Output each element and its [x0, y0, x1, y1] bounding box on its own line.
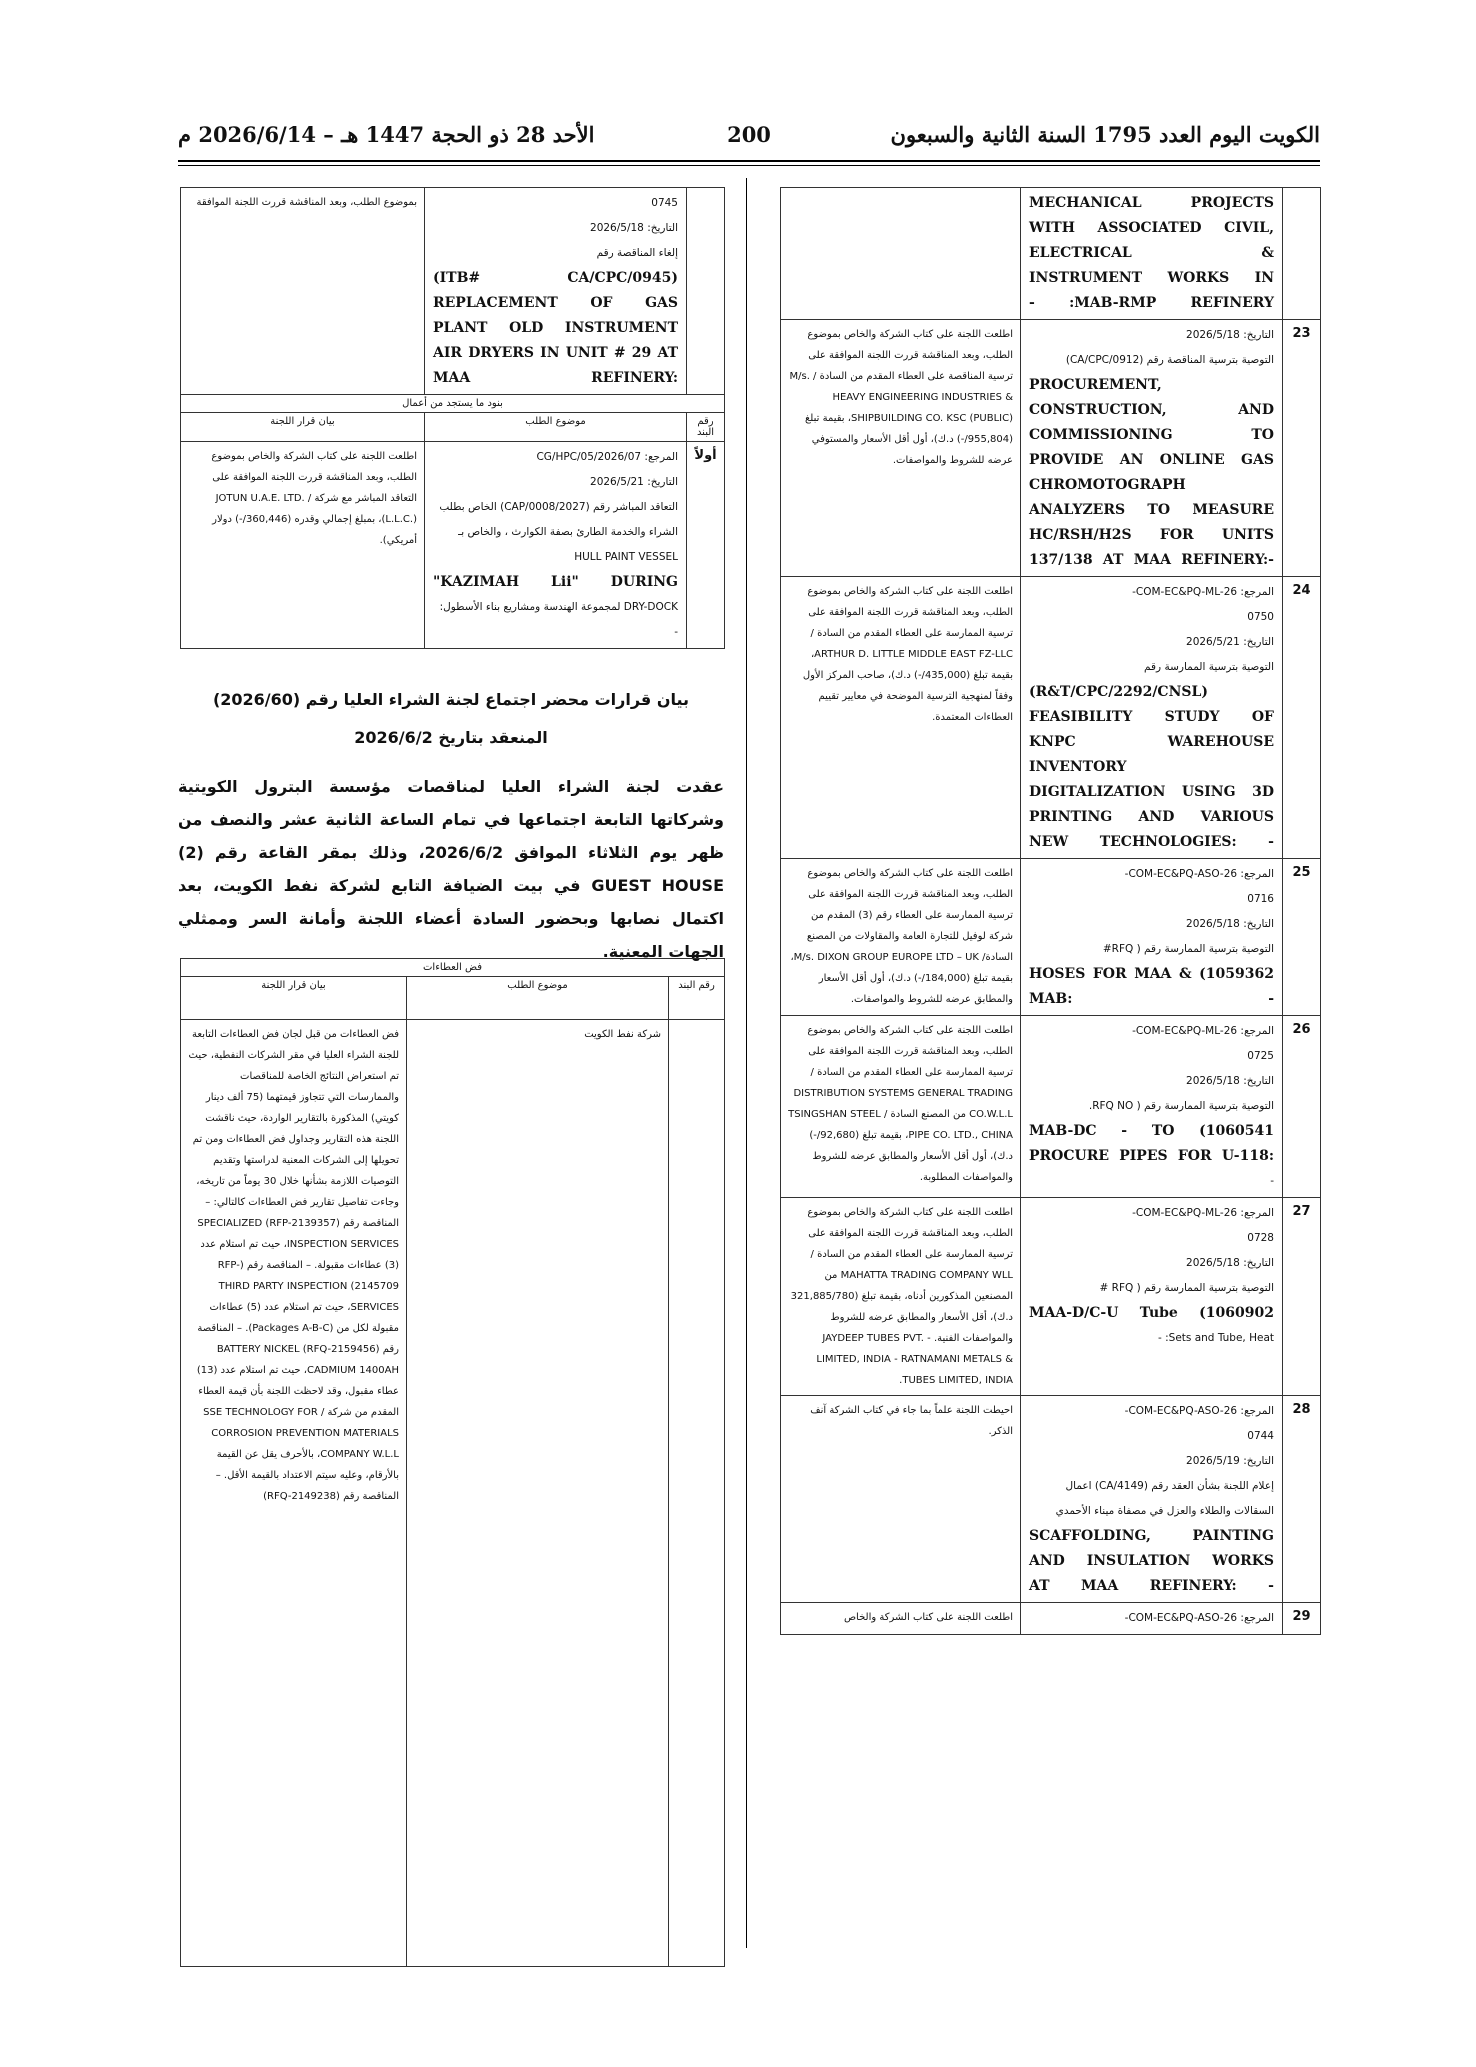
subject-line: NEW TECHNOLOGIES: - [1029, 834, 1274, 850]
subject-line: PLANT OLD INSTRUMENT [433, 320, 678, 336]
table-row [781, 859, 1321, 1016]
subject-line: MAA-D/C-U Tube (1060902 [1029, 1305, 1274, 1321]
request-subject: شركة نفط الكويت [407, 1020, 669, 1967]
subject-line: المرجع: COM-EC&PQ-ASO-26- [1124, 868, 1274, 880]
subject-line: التاريخ: 2026/5/19 [1186, 1455, 1274, 1467]
subject-line: CHROMOTOGRAPH [1029, 477, 1186, 493]
section-title: بنود ما يستجد من أعمال [181, 395, 725, 413]
header-item-number: رقم البند [687, 413, 725, 442]
bid-opening-table [180, 958, 725, 1967]
subject-line: التاريخ: 2026/5/21 [590, 476, 678, 488]
page-number: 200 [727, 122, 771, 147]
subject-line: "KAZIMAH Lii" DURING [433, 574, 678, 590]
committee-decision: اطلعت اللجنة على كتاب الشركة والخاص بموضوع الطلب، وبعد المناقشة قررت اللجنة الموافقة على ترسية الممارسة على العطاء رقم (3) المقدم من شركة لوفيل للتجارة العامة والمقاولات من المصنع السادة/ M/s. DIXON GROUP EUROPE LTD – UK، بقيمة تبلغ (184,000/-) د.ك)، أول أقل الأسعار والمطابق عرضه للشروط والمواصفات. [781, 859, 1021, 1016]
meeting-title: بيان قرارات محضر اجتماع لجنة الشراء العليا رقم (2026/60) [212, 690, 690, 709]
committee-decision: اطلعت اللجنة على كتاب الشركة والخاص بموضوع الطلب، وبعد المناقشة قررت اللجنة الموافقة على ترسية الممارسة على العطاء المقدم من السادة / MAHATTA TRADING COMPANY WLL من المصنعين المذكورين أدناه، بقيمة تبلغ (321,885/780 د.ك)، أقل الأسعار والمطابق عرضه للشروط والمواصفات الفنية. - JAYDEEP TUBES PVT. LIMITED, INDIA - RATNAMANI METALS & TUBES LIMITED, INDIA. [781, 1198, 1021, 1396]
caption-row [181, 959, 725, 977]
row-number [1283, 188, 1321, 320]
subject-line: INVENTORY [1029, 759, 1127, 775]
subject-line: إعلام اللجنة بشأن العقد رقم (CA/4149) اعمال السقالات والطلاء والعزل في مصفاة ميناء الأحمدي [1055, 1480, 1274, 1517]
request-subject [1021, 859, 1283, 1016]
subject-line: MECHANICAL PROJECTS [1029, 195, 1274, 211]
table-row [181, 188, 725, 395]
column-divider [746, 178, 747, 1948]
subject-line: PROVIDE AN ONLINE GAS [1029, 452, 1274, 468]
subject-line: 0750 [1247, 611, 1274, 623]
subject-line: HC/RSH/H2S FOR UNITS [1029, 527, 1274, 543]
subject-line: 0716 [1247, 893, 1274, 905]
header-row [181, 413, 725, 442]
subject-line: التوصية بترسية الممارسة رقم ( RFQ NO. [1088, 1100, 1274, 1112]
subject-line: التاريخ: 2026/5/18 [1186, 1257, 1274, 1269]
subject-line: التاريخ: 2026/5/18 [590, 222, 678, 234]
subject-line: MAA REFINERY: [433, 370, 678, 386]
subject-line: التاريخ: 2026/5/18 [1186, 918, 1274, 930]
table-row [181, 442, 725, 649]
header-rule [178, 160, 1320, 162]
request-subject [1021, 577, 1283, 859]
subject-line: المرجع: COM-EC&PQ-ML-26- [1132, 586, 1274, 598]
subject-line: WITH ASSOCIATED CIVIL, [1029, 220, 1274, 236]
subject-line: INSTRUMENT WORKS IN [1029, 270, 1274, 286]
subject-line: التوصية بترسية الممارسة رقم ( RFQ# [1102, 943, 1274, 955]
header-decision: بيان قرار اللجنة [181, 413, 425, 442]
row-number: 24 [1283, 577, 1321, 859]
committee-decision: اطلعت اللجنة على كتاب الشركة والخاص بموضوع الطلب، وبعد المناقشة قررت اللجنة الموافقة على ترسية الممارسة على العطاء المقدم من السادة / ARTHUR D. LITTLE MIDDLE EAST FZ-LLC، بقيمة تبلغ (435,000/-) د.ك)، صاحب المركز الأول وفقاً لمنهجية الترسية الموضحة في معايير تقييم العطاءات المعتمدة. [781, 577, 1021, 859]
subject-line: ANALYZERS TO MEASURE [1029, 502, 1274, 518]
table-row [781, 1396, 1321, 1603]
committee-decision: بموضوع الطلب، وبعد المناقشة قررت اللجنة الموافقة [181, 188, 425, 395]
subject-line: 0745 [651, 197, 678, 209]
request-subject [425, 188, 687, 395]
subject-line: التعاقد المباشر رقم (CAP/0008/2027) الخاص بطلب الشراء والخدمة الطارئ بصفة الكوارث ، والخاص بـ HULL PAINT VESSEL [439, 501, 678, 563]
committee-decision: فض العطاءات من قبل لجان فض العطاءات التابعة للجنة الشراء العليا في مقر الشركات النفطية، حيث تم استعراض النتائج الخاصة للمناقصات والممارسات التي تتجاوز قيمتهما (75 ألف دينار كويتي) المذكورة بالتقارير الواردة، حيث ناقشت اللجنة هذه التقارير وجداول فض العطاءات ومن تم تحويلها إلى الشركات المعنية لدراستها وتقديم التوصيات اللازمة بشأنها خلال 30 يوماً من تاريخه، وجاءت تفاصيل تقارير فض العطاءات كالتالي: – المناقصة رقم (RFP-2139357) SPECIALIZED INSPECTION SERVICES، حيث تم استلام عدد (3) عطاءات مقبولة. – المناقصة رقم (RFP-2145709) THIRD PARTY INSPECTION SERVICES، حيث تم استلام عدد (5) عطاءات مقبولة لكل من (Packages A-B-C). – المناقصة رقم (RFQ-2159456) BATTERY NICKEL CADMIUM 1400AH، حيث تم استلام عدد (13) عطاء مقبول، وقد لاحظت اللجنة بأن قيمة العطاء المقدم من شركة / SSE TECHNOLOGY FOR CORROSION PREVENTION MATERIALS COMPANY W.L.L، بالأحرف يقل عن القيمة بالأرقام، وعليه سيتم الاعتداد بالقيمة الأقل. – المناقصة رقم (RFQ-2149238) [181, 1020, 407, 1967]
header-decision: بيان قرار اللجنة [181, 977, 407, 1020]
subject-line: REPLACEMENT OF GAS [433, 295, 678, 311]
subject-line: PROCURE PIPES FOR U-118: [1029, 1148, 1274, 1164]
table-row [781, 320, 1321, 577]
request-subject [1021, 1016, 1283, 1198]
right-decisions-table [780, 187, 1321, 1635]
table-row [781, 577, 1321, 859]
subject-line: إلغاء المناقصة رقم [596, 247, 678, 259]
header-subject: موضوع الطلب [425, 413, 687, 442]
row-number: 25 [1283, 859, 1321, 1016]
row-number: 28 [1283, 1396, 1321, 1603]
row-number: 23 [1283, 320, 1321, 577]
subject-line: المرجع: COM-EC&PQ-ASO-26- [1124, 1612, 1274, 1624]
table-caption: فض العطاءات [181, 959, 725, 977]
row-number: 29 [1283, 1603, 1321, 1635]
subject-line: (R&T/CPC/2292/CNSL) [1029, 684, 1208, 700]
request-subject [1021, 1198, 1283, 1396]
subject-line: Sets and Tube, Heat: - [1158, 1332, 1274, 1344]
subject-line: المرجع: COM-EC&PQ-ML-26- [1132, 1025, 1274, 1037]
subject-line: 137/138 AT MAA REFINERY:- [1029, 552, 1274, 568]
table-row [781, 1603, 1321, 1635]
row-number [669, 1020, 725, 1967]
subject-line: SCAFFOLDING, PAINTING [1029, 1528, 1274, 1544]
subject-line: CONSTRUCTION, AND [1029, 402, 1274, 418]
left-top-table [180, 187, 725, 649]
row-number [687, 188, 725, 395]
subject-line: MAB: - [1029, 991, 1274, 1007]
section-title-row [181, 395, 725, 413]
subject-line: MAB-DC - TO (1060541 [1029, 1123, 1274, 1139]
subject-line: التاريخ: 2026/5/21 [1186, 636, 1274, 648]
subject-line: AND INSULATION WORKS [1029, 1553, 1274, 1569]
page-header [178, 118, 1320, 158]
table-row [781, 188, 1321, 320]
subject-line: COMMISSIONING TO [1029, 427, 1274, 443]
header-row [181, 977, 725, 1020]
subject-line: المرجع: COM-EC&PQ-ASO-26- [1124, 1405, 1274, 1417]
committee-decision [781, 188, 1021, 320]
subject-line: 0725 [1247, 1050, 1274, 1062]
subject-line: المرجع: COM-EC&PQ-ML-26- [1132, 1207, 1274, 1219]
committee-decision: اطلعت اللجنة على كتاب الشركة والخاص بموضوع الطلب، وبعد المناقشة قررت اللجنة الموافقة على ترسية الممارسة على العطاء المقدم من السادة / DISTRIBUTION SYSTEMS GENERAL TRADING CO.W.L.L من المصنع السادة / TSINGSHAN STEEL PIPE CO. LTD., CHINA، بقيمة تبلغ (92,680/-) د.ك)، أول أقل الأسعار والمطابق عرضه للشروط والمواصفات المطلوبة. [781, 1016, 1021, 1198]
subject-line: التاريخ: 2026/5/18 [1186, 1075, 1274, 1087]
committee-decision: اطلعت اللجنة على كتاب الشركة والخاص بموضوع الطلب، وبعد المناقشة قررت اللجنة الموافقة على التعاقد المباشر مع شركة / JOTUN U.A.E. LTD. (L.L.C.)، بمبلغ إجمالي وقدره (360,446/-) دولار أمريكي). [181, 442, 425, 649]
subject-line: AIR DRYERS IN UNIT # 29 AT [433, 345, 678, 361]
subject-line: - :MAB-RMP REFINERY [1029, 295, 1274, 311]
subject-line: التوصية بترسية الممارسة رقم ( RFQ # [1099, 1282, 1274, 1294]
request-subject [1021, 320, 1283, 577]
subject-line: DIGITALIZATION USING 3D [1029, 784, 1274, 800]
subject-line: المرجع: CG/HPC/05/2026/07 [536, 451, 678, 463]
subject-line: التوصية بترسية المناقصة رقم (CA/CPC/0912) [1065, 354, 1274, 366]
committee-decision: اطلعت اللجنة على كتاب الشركة والخاص بموضوع الطلب، وبعد المناقشة قررت اللجنة الموافقة على ترسية المناقصة على العطاء المقدم من السادة / M/s. HEAVY ENGINEERING INDUSTRIES & SHIPBUILDING CO. KSC (PUBLIC)، بقيمة تبلغ (955,804/-) د.ك)، أول أقل الأسعار والمستوفي عرضه للشروط والمواصفات. [781, 320, 1021, 577]
subject-line: التاريخ: 2026/5/18 [1186, 329, 1274, 341]
subject-line: 0728 [1247, 1232, 1274, 1244]
subject-line: ELECTRICAL & [1029, 245, 1274, 261]
request-subject [1021, 1396, 1283, 1603]
meeting-paragraph: عقدت لجنة الشراء العليا لمناقصات مؤسسة البترول الكويتية وشركاتها التابعة اجتماعها في تمام الساعة الثانية عشر والنصف من ظهر يوم الثلاثاء الموافق 2026/6/2، وذلك بمقر القاعة رقم (2) GUEST HOUSE في بيت الضيافة التابع لشركة نفط الكويت، بعد اكتمال نصابها وبحضور السادة أعضاء اللجنة وأمانة السر وممثلي الجهات المعنية. [178, 777, 725, 961]
row-number: 26 [1283, 1016, 1321, 1198]
table-row [181, 1020, 725, 1967]
subject-line: PROCUREMENT, [1029, 377, 1162, 393]
subject-line: التوصية بترسية الممارسة رقم [1144, 661, 1274, 673]
request-subject [1021, 188, 1283, 320]
table-row [781, 1198, 1321, 1396]
header-item-number: رقم البند [669, 977, 725, 1020]
meeting-date-title: المنعقد بتاريخ 2026/6/2 [354, 728, 548, 747]
subject-line: (ITB# CA/CPC/0945) [433, 270, 678, 286]
header-issue: الكويت اليوم العدد 1795 السنة الثانية والسبعون [890, 122, 1320, 147]
header-subject: موضوع الطلب [407, 977, 669, 1020]
row-number: 27 [1283, 1198, 1321, 1396]
subject-line: FEASIBILITY STUDY OF [1029, 709, 1274, 725]
subject-line: AT MAA REFINERY: - [1029, 1578, 1274, 1594]
table-row [781, 1016, 1321, 1198]
subject-line: DRY-DOCK لمجموعة الهندسة ومشاريع بناء الأسطول: - [439, 601, 678, 638]
subject-line: HOSES FOR MAA & (1059362 [1029, 966, 1274, 982]
subject-line: - [1270, 1175, 1274, 1187]
header-rule-thin [178, 165, 1320, 166]
request-subject [1021, 1603, 1283, 1635]
subject-line: 0744 [1247, 1430, 1274, 1442]
subject-line: KNPC WAREHOUSE [1029, 734, 1274, 750]
committee-decision: اطلعت اللجنة على كتاب الشركة والخاص [781, 1603, 1021, 1635]
subject-line: PRINTING AND VARIOUS [1029, 809, 1274, 825]
committee-decision: احيطت اللجنة علماً بما جاء في كتاب الشركة آنف الذكر. [781, 1396, 1021, 1603]
header-date: الأحد 28 ذو الحجة 1447 هـ – 2026/6/14 م [178, 122, 595, 147]
row-number: أولاً [687, 442, 725, 649]
request-subject [425, 442, 687, 649]
